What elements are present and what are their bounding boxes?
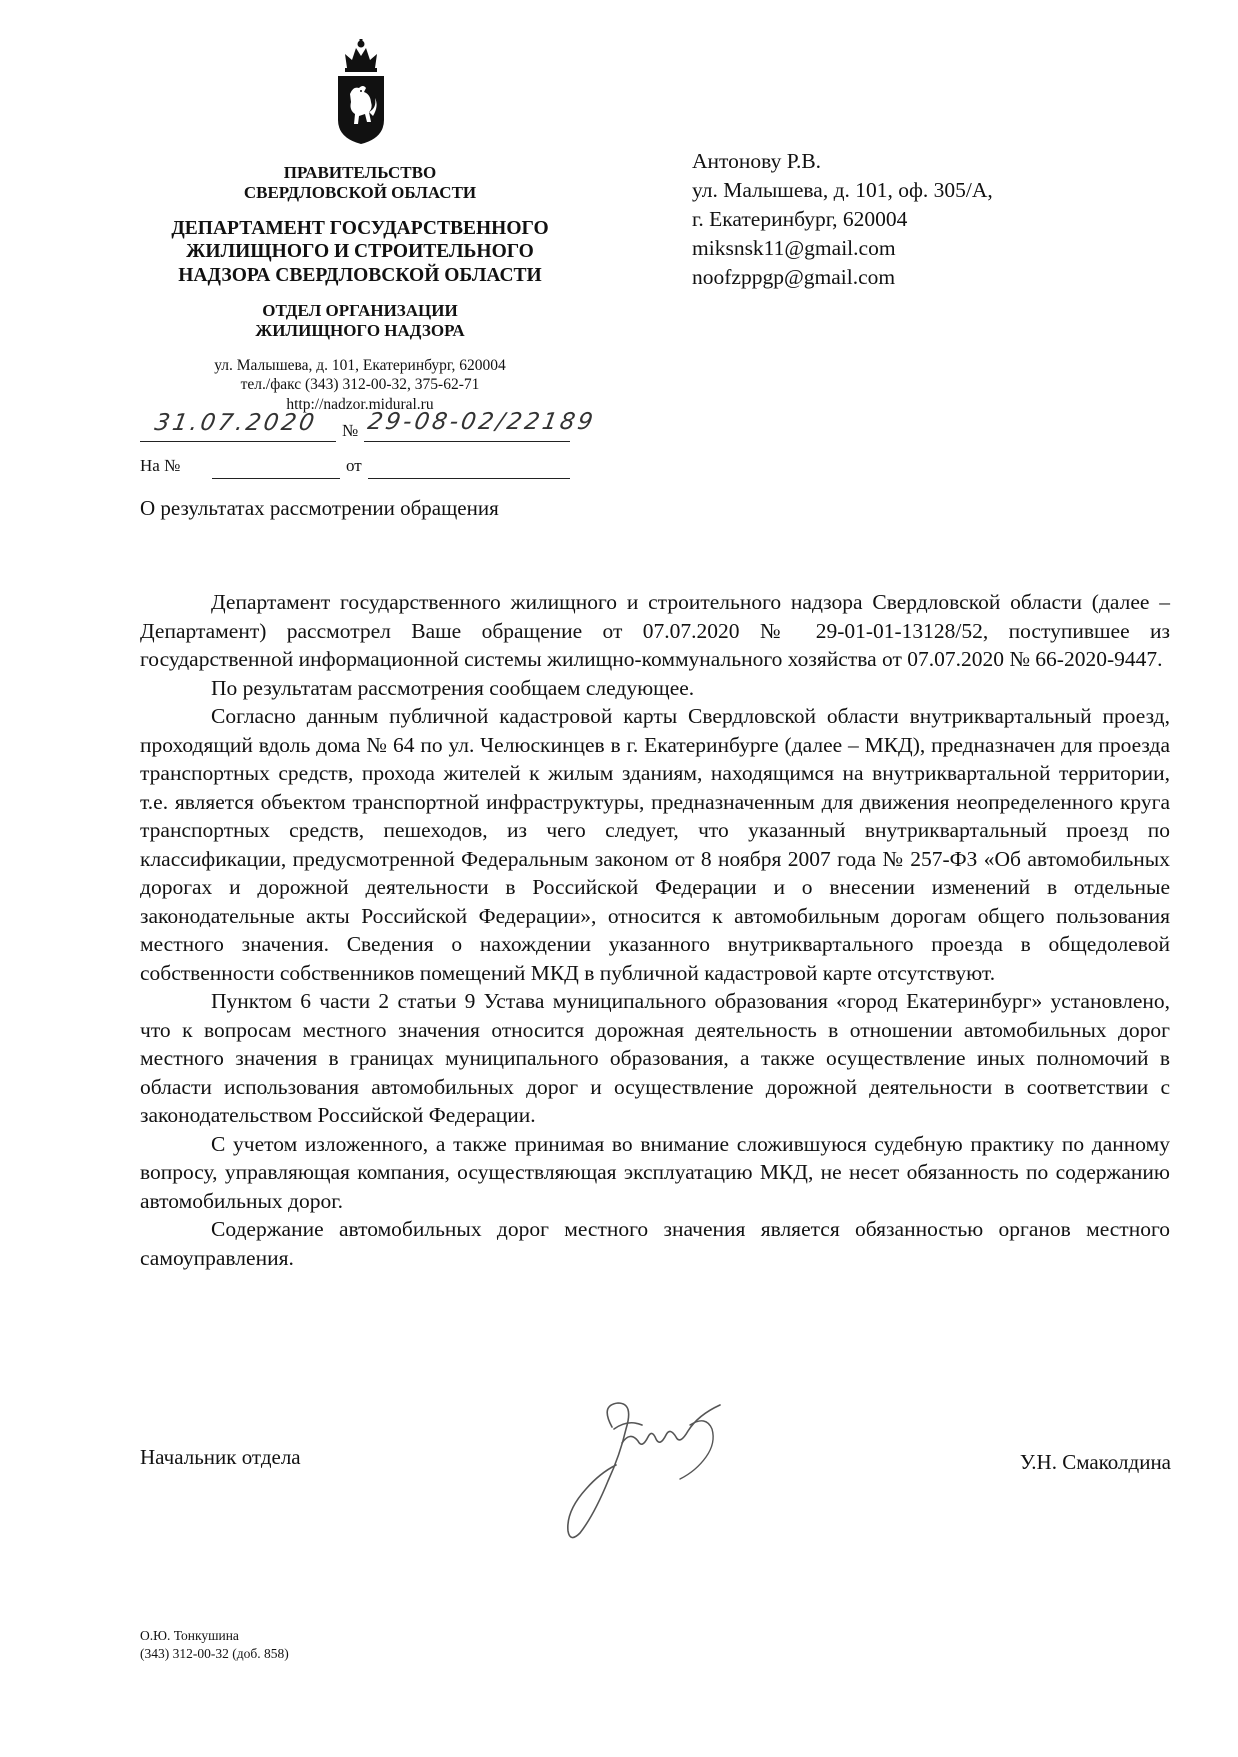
government-line: СВЕРДЛОВСКОЙ ОБЛАСТИ (243, 183, 477, 203)
registration-number: 29-08-02/22189 (365, 409, 598, 435)
recipient-address: г. Екатеринбург, 620004 (692, 207, 908, 231)
handwritten-signature (530, 1385, 760, 1545)
department-contacts (140, 356, 580, 414)
body-paragraph: С учетом изложенного, а также принимая во внимание сложившуюся судебную практику по данному вопросу, управляющая компания, осуществляющая эксплуатацию МКД, не несет обязанность по содержанию автомобильных дорог. (140, 1131, 1170, 1213)
reference-number-underline (212, 478, 340, 479)
recipient-address: ул. Малышева, д. 101, оф. 305/А, (692, 178, 993, 202)
department-line: ДЕПАРТАМЕНТ ГОСУДАРСТВЕННОГО (171, 218, 549, 239)
executor-block (140, 1627, 289, 1663)
reference-date-underline (368, 478, 570, 479)
body-paragraph: Согласно данным публичной кадастровой карты Свердловской области внутриквартальный проезд, проходящий вдоль дома № 64 по ул. Челюскинцев в г. Екатеринбурге (далее – МКД), предназначен для проезда транспортных средств, прохода жителей к жилым зданиям, находящимся на внутриквартальной территории, т.е. является объектом транспортной инфраструктуры, предназначенным для движения неопределенного круга транспортных средств, пешеходов, из чего следует, что указанный внутриквартальный проезд по классификации, предусмотренной Федеральным законом от 8 ноября 2007 года № 257-ФЗ «Об автомобильных дорогах и дорожной деятельности в Российской Федерации и о внесении изменений в отдельные законодательные акты Российской Федерации», относится к автомобильным дорогам общего пользования местного значения. Сведения о нахождении указанного внутриквартального проезда в общедолевой собственности собственников помещений МКД в публичной кадастровой карте отсутствуют. (140, 704, 1170, 985)
letter-subject: О результатах рассмотрении обращения (140, 496, 499, 520)
coat-of-arms-icon (333, 38, 389, 146)
number-underline (364, 441, 570, 442)
body-paragraph: Содержание автомобильных дорог местного значения является обязанностью органов местного самоуправления. (140, 1217, 1170, 1270)
government-line: ПРАВИТЕЛЬСТВО (283, 163, 437, 182)
department-line: ЖИЛИЩНОГО И СТРОИТЕЛЬНОГО (186, 241, 534, 263)
department-phone: тел./факс (343) 312-00-32, 375-62-71 (240, 376, 480, 394)
recipient-email: miksnsk11@gmail.com (692, 236, 896, 260)
registration-number-label: № (342, 421, 359, 440)
government-name (140, 163, 580, 204)
signatory-position: Начальник отдела (140, 1445, 301, 1469)
department-line: НАДЗОРА СВЕРДЛОВСКОЙ ОБЛАСТИ (178, 264, 542, 286)
recipient-name: Антонову Р.В. (692, 149, 822, 173)
recipient-block (692, 147, 1092, 292)
department-name (140, 217, 580, 287)
reference-number-label: На № (140, 456, 181, 475)
division-line: ЖИЛИЩНОГО НАДЗОРА (255, 321, 465, 341)
executor-name: О.Ю. Тонкушина (140, 1628, 239, 1643)
body-paragraph: Департамент государственного жилищного и строительного надзора Свердловской области (далее –Департамент) рассмотрел Ваше обращение от 07.07.2020 № 29-01-01-13128/52, поступившее из государственной информационной системы жилищно-коммунального хозяйства от 07.07.2020 № 66-2020-9447. (140, 590, 1170, 671)
body-paragraph: По результатам рассмотрения сообщаем следующее. (211, 675, 695, 700)
executor-phone: (343) 312-00-32 (доб. 858) (140, 1646, 289, 1661)
recipient-email: noofzppgp@gmail.com (692, 265, 896, 289)
department-address: ул. Малышева, д. 101, Екатеринбург, 620004 (214, 357, 506, 374)
body-paragraph: Пунктом 6 части 2 статьи 9 Устава муниципального образования «город Екатеринбург» установлено, что к вопросам местного значения относится дорожная деятельность в отношении автомобильных дорог местного значения в границах муниципального образования, а также осуществление иных полномочий в области использования автомобильных дорог и осуществление дорожной деятельности в соответствии с законодательством Российской Федерации. (140, 989, 1170, 1127)
reference-date-label: от (346, 456, 362, 475)
letter-body (140, 588, 1170, 1272)
division-line: ОТДЕЛ ОРГАНИЗАЦИИ (262, 301, 458, 320)
registration-date: 31.07.2020 (152, 410, 319, 436)
signatory-name: У.Н. Смаколдина (1019, 1450, 1171, 1474)
date-underline (140, 441, 336, 442)
department-website: http://nadzor.midural.ru (286, 395, 434, 413)
division-name (140, 301, 580, 342)
